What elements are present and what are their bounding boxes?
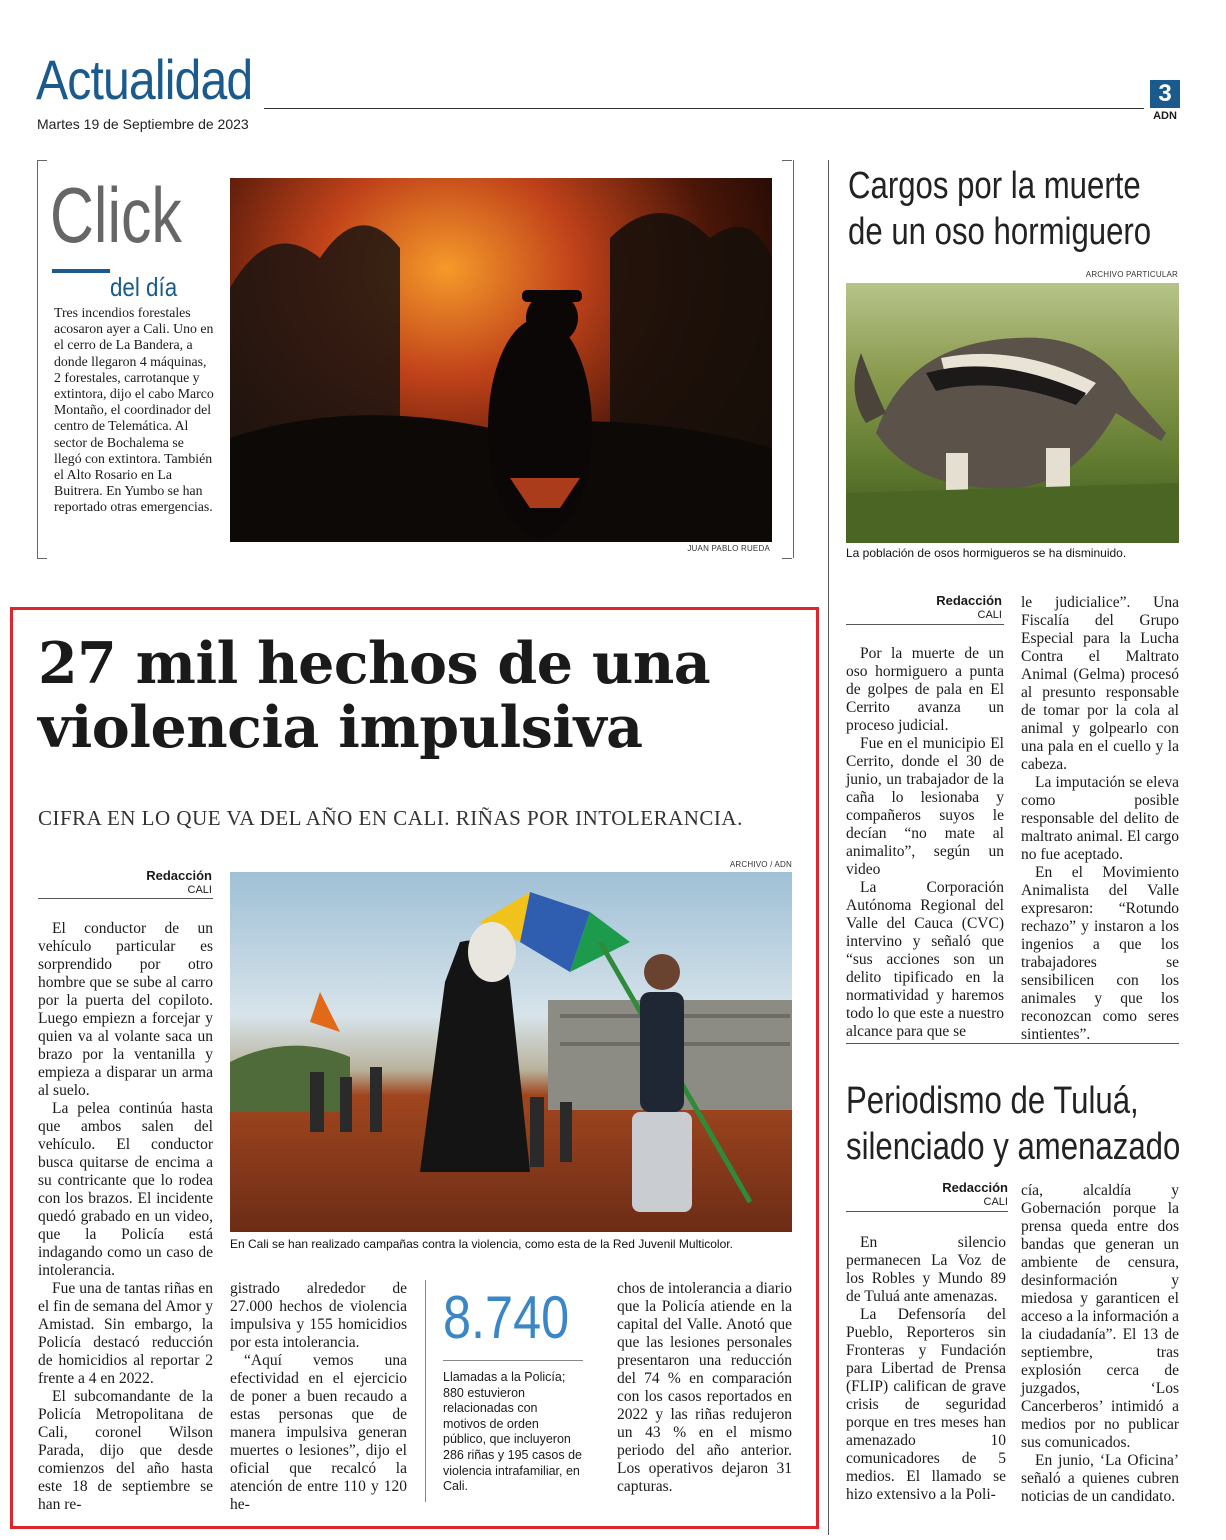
anteater-col2-p2: La imputación se eleva como posible responsable del delito de maltrato animal. El cargo no fue aceptado. (1021, 774, 1179, 863)
main-photo-credit: ARCHIVO / ADN (729, 860, 792, 869)
click-subtitle: del día (110, 272, 178, 302)
click-text: Tres incendios forestales acosaron ayer a Cali. Uno en el cerro de La Bandera, a donde llegaron 4 máquinas, 2 forestales, carrotanque y extintora, dijo el cabo Marco Montaño, el coordinador del centro de Telemática. Al sector de Bochalema se llegó con extintora. También el Alto Rosario en La Buitrera. En Yumbo se han reportado otras emergencias. (54, 305, 214, 515)
anteater-col1 (846, 645, 1004, 1041)
main-col2 (230, 1280, 407, 1514)
anteater-col1-p3: La Corporación Autónoma Regional del Valle del Cauca (CVC) intervino y señaló que “sus acciones son un delito tipificado en la normatividad y haremos todo lo que este a nuestro alcance para que se (846, 879, 1004, 1040)
main-headline: 27 mil hechos de una violencia impulsiva (38, 630, 711, 761)
anteater-photo (846, 283, 1179, 543)
anteater-col2-p3: En el Movimiento Animalista del Valle expresaron: “Rotundo rechazo” y instaron a los ingenios a que los trabajadores se sensibilicen con los animales y que los reconozcan como seres sintientes”. (1021, 864, 1179, 1043)
main-col2-p2: “Aquí vemos una efectividad en el ejercicio de poner a buen recaudo a estas personas que de manera impulsiva generan muertes o lesiones”, dijo el oficial que recalcó la atención de entre 110 y 120 he- (230, 1352, 407, 1513)
main-city: CALI (187, 884, 212, 896)
anteater-headline-2: de un oso hormiguero (848, 211, 1152, 253)
stat-text: Llamadas a la Policía; 880 estuvieron relacionadas con motivos de orden público, que incluyeron 286 riñas y 195 casos de violencia intrafamiliar, en Cali. (443, 1370, 582, 1494)
campaign-photo (230, 872, 792, 1232)
stat-number-rule (443, 1360, 583, 1361)
click-title-bar (52, 269, 110, 273)
issue-date: Martes 19 de Septiembre de 2023 (37, 116, 249, 132)
brand-label: ADN (1153, 110, 1177, 122)
main-col1-p3: Fue una de tantas riñas en el fin de semana del Amor y Amistad. Sin embargo, la Policía destacó reducción de homicidios al reportar 2 frente a 4 en 2022. (38, 1280, 213, 1387)
anteater-col2 (1021, 594, 1179, 1044)
main-col1 (38, 920, 213, 1514)
tulua-byline: Redacción (942, 1180, 1008, 1195)
main-byline-rule (38, 898, 213, 899)
tulua-col1 (846, 1234, 1006, 1504)
stat-number: 8.740 (443, 1284, 570, 1351)
tulua-col2-p1: cía, alcaldía y Gobernación porque la prensa queda entre dos bandas que generan un ambiente de censura, desinformación y miedosa y garanticen el acceso a la información a la ciudadanía”. El 13 de septiembre, tras explosión cerca de juzgados, ‘Los Cancerberos’ intimidó a medios por no publicar sus comunicados. (1021, 1182, 1179, 1451)
tulua-headline-2: silenciado y amenazado (846, 1126, 1181, 1168)
main-col1-p1: El conductor de un vehículo particular es sorprendido por otro hombre que se sube al carro por la puerta del copiloto. Luego empiezn a forcejar y quien va al volante saca un brazo por la ventanilla y empieza a disparar un arma al suelo. (38, 920, 213, 1099)
main-byline: Redacción (146, 868, 212, 883)
anteater-col1-p2: Fue en el municipio El Cerrito, donde el 30 de junio, un trabajador de la caña lo lesionaba y compañeros suyos le decían “no mate al animalito”, según un video (846, 735, 1004, 878)
main-col1-p2: La pelea continúa hasta que ambos salen del vehículo. El conductor busca quitarse de encima a su contricante que lo rodea con los brazos. El incidente quedó grabado en un video, que la Policía está indagando como un caso de intolerancia. (38, 1100, 213, 1279)
tulua-col2-p2: En junio, ‘La Oficina’ señaló a quienes cubren noticias de un candidato. (1021, 1452, 1179, 1505)
tulua-byline-rule (846, 1211, 1008, 1212)
anteater-caption: La población de osos hormigueros se ha disminuido. (846, 546, 1127, 560)
main-col3-p1: chos de intolerancia a diario que la Policía atiende en la capital del Valle. Anotó que que las lesiones personales presentaron una reducción del 74 % en comparación con los casos reportados en 2022 y las riñas redujeron un 43 % en el mismo periodo del año anterior. Los operativos dejaron 31 capturas. (617, 1280, 792, 1495)
section-title: Actualidad (36, 48, 253, 111)
anteater-col1-p1: Por la muerte de un oso hormiguero a punta de golpes de pala en El Cerrito avanza un proceso judicial. (846, 645, 1004, 734)
stat-box (425, 1280, 600, 1502)
anteater-city: CALI (977, 609, 1002, 621)
column-rule (828, 160, 829, 1535)
main-col2-p1: gistrado alrededor de 27.000 hechos de violencia impulsiva y 155 homicidios por esta intolerancia. (230, 1280, 407, 1351)
anteater-byline-rule (846, 624, 1004, 625)
tulua-col1-p1: En silencio permanecen La Voz de los Robles y Mundo 89 de Tuluá ante amenazas. (846, 1234, 1006, 1305)
story-divider (846, 1043, 1179, 1044)
anteater-photo-credit: ARCHIVO PARTICULAR (1085, 270, 1178, 279)
tulua-col1-p2: La Defensoría del Pueblo, Reporteros sin Fronteras y Fundación para Libertad de Prensa (FLIP) califican de grave crisis de seguridad porque en tres meses han amenazado 10 comunicadores de 5 medios. El llamado se hizo extensivo a la Poli- (846, 1306, 1006, 1503)
page-number: 3 (1150, 80, 1180, 108)
main-subhead: CIFRA EN LO QUE VA DEL AÑO EN CALI. RIÑAS POR INTOLERANCIA. (38, 806, 743, 830)
tulua-city: CALI (983, 1196, 1008, 1208)
main-photo-caption: En Cali se han realizado campañas contra la violencia, como esta de la Red Juvenil Multicolor. (230, 1237, 733, 1251)
fire-photo-credit: JUAN PABLO RUEDA (687, 544, 770, 553)
anteater-byline: Redacción (936, 593, 1002, 608)
main-col1-p4: El subcomandante de la Policía Metropolitana de Cali, coronel Wilson Parada, dijo que desde comienzos del año hasta este 18 de septiembre se han re- (38, 1388, 213, 1513)
tulua-col2 (1021, 1182, 1179, 1506)
main-col3 (617, 1280, 792, 1496)
tulua-headline-1: Periodismo de Tuluá, (846, 1080, 1139, 1122)
fire-photo (230, 178, 772, 542)
anteater-headline-1: Cargos por la muerte (848, 165, 1141, 207)
stat-rule-left (425, 1280, 426, 1502)
masthead-rule (264, 108, 1144, 109)
anteater-col2-p1: le judicialice”. Una Fiscalía del Grupo Especial para la Lucha Contra el Maltrato Animal (Gelma) procesó al presunto responsable de tomar por la cola al animal y golpearlo con una pala en el cuello y la cabeza. (1021, 594, 1179, 773)
click-title: Click (50, 171, 182, 259)
